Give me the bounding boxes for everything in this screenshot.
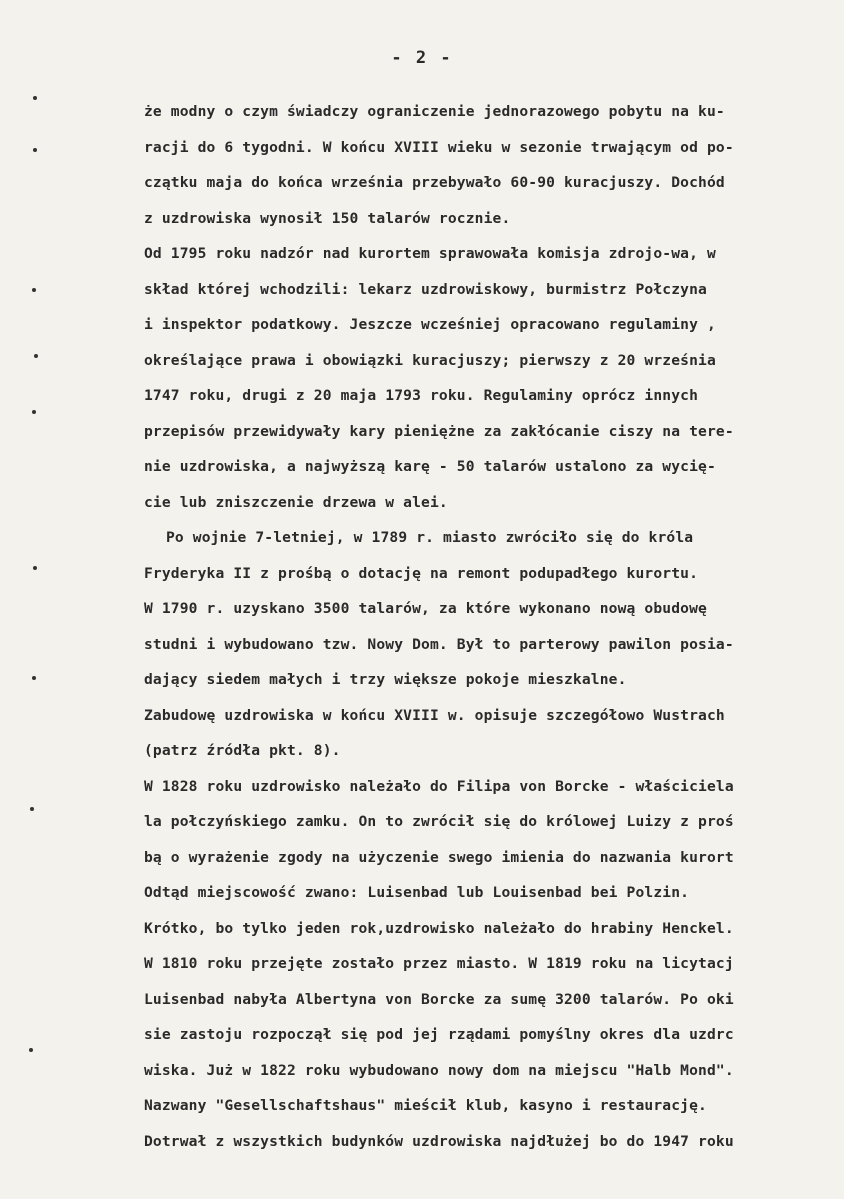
text-line: Po wojnie 7-letniej, w 1789 r. miasto zwróciło się do króla [166, 529, 694, 546]
text-line: Dotrwał z wszystkich budynków uzdrowiska najdłużej bo do 1947 roku [144, 1132, 734, 1150]
margin-dot [32, 410, 36, 414]
text-line: studni i wybudowano tzw. Nowy Dom. Był to parterowy pawilon posia- [144, 635, 734, 653]
text-line: wiska. Już w 1822 roku wybudowano nowy dom na miejscu "Halb Mond". [144, 1061, 734, 1079]
text-line: 1747 roku, drugi z 20 maja 1793 roku. Regulaminy oprócz innych [144, 387, 699, 404]
text-line: W 1790 r. uzyskano 3500 talarów, za które wykonano nową obudowę [144, 600, 707, 617]
text-line: Zabudowę uzdrowiska w końcu XVIII w. opisuje szczegółowo Wustrach [144, 706, 725, 724]
margin-dot [32, 676, 36, 680]
margin-dot [33, 96, 37, 100]
text-line: Nazwany "Gesellschaftshaus" mieścił klub, kasyno i restaurację. [144, 1097, 707, 1114]
text-line: W 1828 roku uzdrowisko należało do Filipa von Borcke - właściciela [144, 777, 734, 795]
text-line: bą o wyrażenie zgody na użyczenie swego imienia do nazwania kurort [144, 848, 734, 866]
text-line: czątku maja do końca września przebywało 60-90 kuracjuszy. Dochód [144, 174, 725, 191]
text-line: Fryderyka II z prośbą o dotację na remont podupadłego kurortu. [144, 564, 699, 582]
text-line: Krótko, bo tylko jeden rok,uzdrowisko należało do hrabiny Henckel. [144, 919, 734, 937]
margin-dot [30, 807, 34, 811]
text-line: Odtąd miejscowość zwano: Luisenbad lub Louisenbad bei Polzin. [144, 884, 690, 901]
text-line: dający siedem małych i trzy większe pokoje mieszkalne. [144, 671, 627, 688]
text-line: cie lub zniszczenie drzewa w alei. [144, 493, 448, 511]
text-line: sie zastoju rozpoczął się pod jej rządami pomyślny okres dla uzdrc [144, 1026, 734, 1043]
text-line: przepisów przewidywały kary pieniężne za zakłócanie ciszy na tere- [144, 422, 734, 440]
text-line: z uzdrowiska wynosił 150 talarów rocznie. [144, 209, 511, 227]
text-line: (patrz źródła pkt. 8). [144, 742, 341, 759]
page-number: - 2 - [391, 48, 453, 68]
text-line: i inspektor podatkowy. Jeszcze wcześniej opracowano regulaminy , [144, 316, 716, 333]
text-line: Od 1795 roku nadzór nad kurortem sprawowała komisja zdrojo-wa, w [144, 245, 716, 262]
margin-dot [33, 566, 37, 570]
text-line: Luisenbad nabyła Albertyna von Borcke za sumę 3200 talarów. Po oki [144, 990, 734, 1008]
text-line: określające prawa i obowiązki kuracjuszy; pierwszy z 20 września [144, 351, 716, 369]
text-line: W 1810 roku przejęte zostało przez miasto. W 1819 roku na licytacj [144, 955, 734, 972]
text-line: racji do 6 tygodni. W końcu XVIII wieku w sezonie trwającym od po- [144, 138, 734, 156]
margin-dot [32, 288, 36, 292]
margin-dot [33, 148, 37, 152]
margin-dot [34, 354, 38, 358]
text-line: że modny o czym świadczy ograniczenie jednorazowego pobytu na ku- [144, 103, 725, 120]
text-line: skład której wchodzili: lekarz uzdrowiskowy, burmistrz Połczyna [144, 280, 707, 298]
text-line: la połczyńskiego zamku. On to zwrócił się do królowej Luizy z proś [144, 813, 734, 830]
margin-dot [29, 1048, 33, 1052]
text-line: nie uzdrowiska, a najwyższą karę - 50 talarów ustalono za wycię- [144, 458, 716, 475]
body-text [144, 94, 828, 1159]
